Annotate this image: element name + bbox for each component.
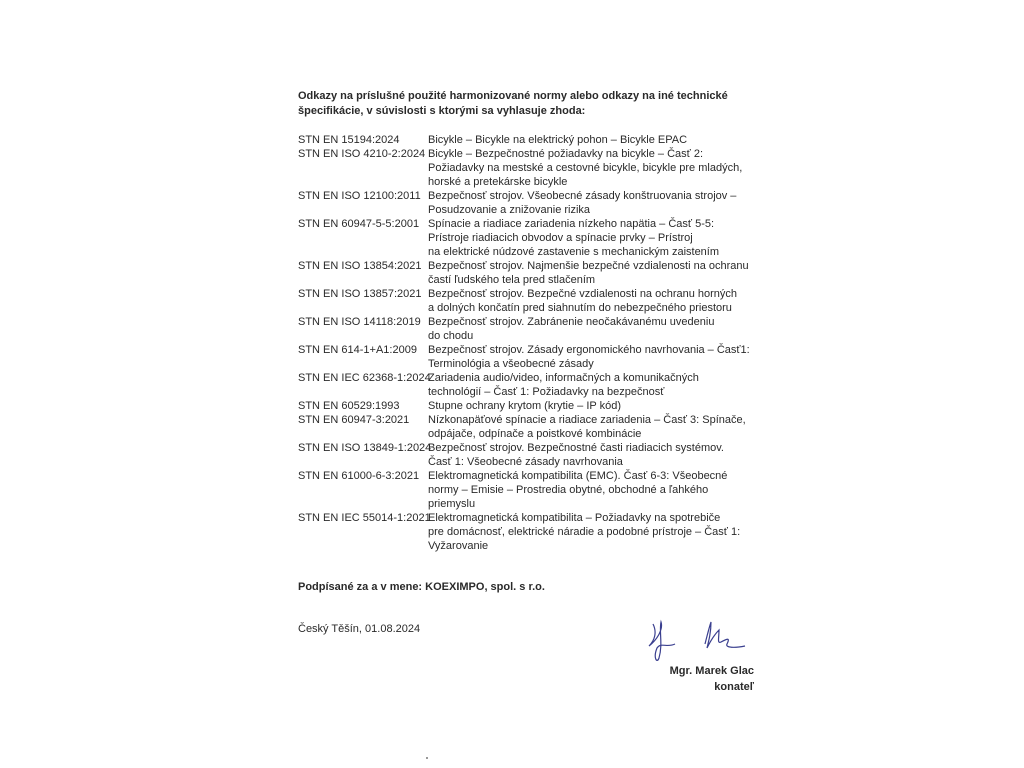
standard-code: STN EN 15194:2024 (298, 134, 400, 146)
signatory-block (670, 663, 754, 695)
standard-description: Bezpečnosť strojov. Zabránenie neočakávanému uvedeniu do chodu (428, 316, 715, 342)
standard-code: STN EN ISO 13857:2021 (298, 288, 422, 300)
standard-description: Bicykle – Bicykle na elektrický pohon – Bicykle EPAC (428, 134, 688, 146)
standard-row (298, 147, 768, 189)
standard-row (298, 371, 768, 399)
signature-image (645, 618, 755, 664)
standard-description: Bezpečnosť strojov. Bezpečnostné časti riadiacich systémov. Časť 1: Všeobecné zásady navrhovania (428, 442, 724, 468)
standard-code: STN EN ISO 4210-2:2024 (298, 148, 426, 160)
standard-code: STN EN 61000-6-3:2021 (298, 470, 420, 482)
signatory-role: konateľ (714, 681, 754, 693)
standard-row (298, 189, 768, 217)
standard-row (298, 441, 768, 469)
standard-description: Stupne ochrany krytom (krytie – IP kód) (428, 400, 621, 412)
standard-code: STN EN 60529:1993 (298, 400, 400, 412)
standard-code: STN EN ISO 12100:2011 (298, 190, 421, 202)
standard-row (298, 287, 768, 315)
standard-description: Bezpečnosť strojov. Najmenšie bezpečné vzdialenosti na ochranu častí ľudského tela pred stlačením (428, 260, 749, 286)
standard-description: Spínacie a riadiace zariadenia nízkeho napätia – Časť 5-5: Prístroje riadiacich obvodov a spínacie prvky – Prístroj na elektrické núdzové zastavenie s mechanickým zaistením (428, 218, 720, 258)
standard-code: STN EN ISO 13854:2021 (298, 260, 422, 272)
standard-code: STN EN ISO 14118:2019 (298, 316, 421, 328)
standard-row (298, 315, 768, 343)
standard-description: Bicykle – Bezpečnostné požiadavky na bicykle – Časť 2: Požiadavky na mestské a cestovné bicykle, bicykle pre mladých, horské a pretekárske bicykle (428, 148, 743, 188)
standard-row (298, 217, 768, 259)
standard-code: STN EN IEC 55014-1:2021 (298, 512, 431, 524)
standard-description: Bezpečnosť strojov. Zásady ergonomického navrhovania – Časť1: Terminológia a všeobecné zásady (428, 344, 750, 370)
standard-row (298, 469, 768, 511)
standard-code: STN EN ISO 13849-1:2024 (298, 442, 432, 454)
scan-speck (426, 757, 428, 759)
standard-code: STN EN 60947-5-5:2001 (298, 218, 420, 230)
standard-row (298, 413, 768, 441)
standard-description: Bezpečnosť strojov. Bezpečné vzdialenosti na ochranu horných a dolných končatín pred siahnutím do nebezpečného priestoru (428, 288, 738, 314)
standard-description: Bezpečnosť strojov. Všeobecné zásady konštruovania strojov – Posudzovanie a znižovanie rizika (428, 190, 737, 216)
standard-description: Zariadenia audio/video, informačných a komunikačných technológií – Časť 1: Požiadavky na bezpečnosť (428, 372, 699, 398)
standard-row (298, 511, 768, 553)
standard-row (298, 133, 768, 147)
standard-row (298, 343, 768, 371)
document-heading: Odkazy na príslušné použité harmonizované normy alebo odkazy na iné technické špecifikácie, v súvislosti s ktorými sa vyhlasuje zhoda: (298, 90, 728, 117)
standard-code: STN EN 60947-3:2021 (298, 414, 410, 426)
signed-for: Podpísané za a v mene: KOEXIMPO, spol. s r.o. (298, 581, 545, 593)
standard-row (298, 259, 768, 287)
standard-code: STN EN IEC 62368-1:2024 (298, 372, 431, 384)
standard-code: STN EN 614-1+A1:2009 (298, 344, 417, 356)
standard-description: Elektromagnetická kompatibilita (EMC). Časť 6-3: Všeobecné normy – Emisie – Prostredia obytné, obchodné a ľahkého priemyslu (428, 470, 728, 510)
place-date: Český Těšín, 01.08.2024 (298, 623, 421, 635)
standard-row (298, 399, 768, 413)
signatory-name: Mgr. Marek Glac (669, 665, 754, 677)
standard-description: Elektromagnetická kompatibilita – Požiadavky na spotrebiče pre domácnosť, elektrické náradie a podobné prístroje – Časť 1: Vyžarovanie (428, 512, 741, 552)
standard-description: Nízkonapäťové spínacie a riadiace zariadenia – Časť 3: Spínače, odpájače, odpínače a poistkové kombinácie (428, 414, 746, 440)
standards-table (298, 133, 768, 553)
